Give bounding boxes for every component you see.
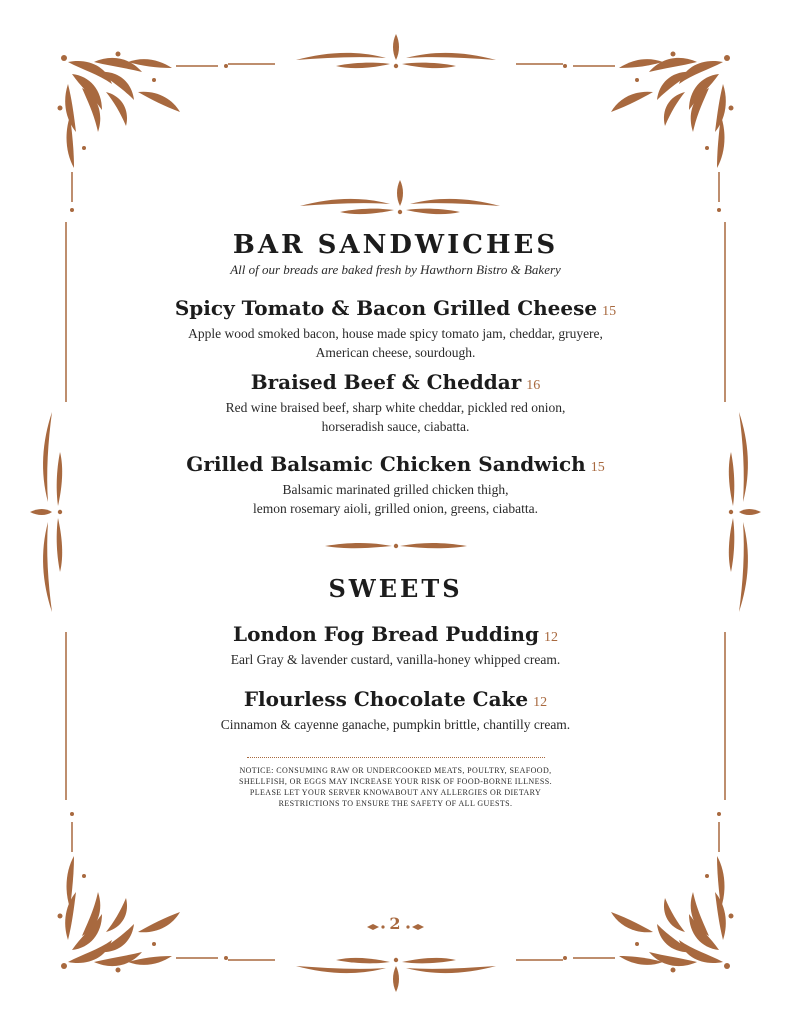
item-price: 16	[526, 378, 541, 393]
description-line: Apple wood smoked bacon, house made spicy tomato jam, cheddar, gruyere,	[188, 326, 603, 341]
description-line: Cinnamon & cayenne ganache, pumpkin brittle, chantilly cream.	[220, 717, 571, 732]
menu-item-description	[0, 715, 791, 734]
description-line: Earl Gray & lavender custard, vanilla-honey whipped cream.	[230, 652, 561, 667]
menu-item-name	[0, 452, 791, 476]
notice-line: SHELLFISH, OR EGGS MAY INCREASE YOUR RISK OF FOOD-BORNE ILLNESS.	[239, 777, 552, 786]
menu-item-description	[0, 398, 791, 436]
page-number: 2	[389, 914, 401, 933]
notice-divider	[247, 757, 545, 758]
description-line: Balsamic marinated grilled chicken thigh,	[282, 482, 509, 497]
notice-line: PLEASE LET YOUR SERVER KNOWABOUT ANY ALLERGIES OR DIETARY	[249, 788, 542, 797]
description-line: horseradish sauce, ciabatta.	[321, 419, 470, 434]
notice-line: NOTICE: CONSUMING RAW OR UNDERCOOKED MEATS, POULTRY, SEAFOOD,	[239, 766, 552, 775]
item-price: 15	[590, 460, 605, 475]
item-price: 15	[602, 304, 617, 319]
section-title-sweets: SWEETS	[328, 574, 463, 603]
menu-item-name	[0, 370, 791, 394]
menu-item-description	[0, 650, 791, 669]
item-title: Flourless Chocolate Cake	[243, 687, 529, 711]
menu-item-name	[0, 296, 791, 320]
section-subtitle: All of our breads are baked fresh by Hawthorn Bistro & Bakery	[230, 262, 561, 277]
description-line: Red wine braised beef, sharp white cheddar, pickled red onion,	[225, 400, 566, 415]
menu-item-description	[0, 324, 791, 362]
menu-item-name	[0, 622, 791, 646]
description-line: lemon rosemary aioli, grilled onion, greens, ciabatta.	[253, 501, 538, 516]
notice-line: RESTRICTIONS TO ENSURE THE SAFETY OF ALL GUESTS.	[278, 799, 513, 808]
menu-item-description	[0, 480, 791, 518]
allergy-notice	[233, 765, 558, 809]
item-price: 12	[543, 630, 558, 645]
description-line: American cheese, sourdough.	[315, 345, 476, 360]
item-title: London Fog Bread Pudding	[233, 622, 539, 646]
item-price: 12	[533, 695, 548, 710]
item-title: Braised Beef & Cheddar	[250, 370, 522, 394]
section-title-bar-sandwiches: BAR SANDWICHES	[232, 230, 559, 260]
item-title: Grilled Balsamic Chicken Sandwich	[186, 452, 586, 476]
item-title: Spicy Tomato & Bacon Grilled Cheese	[174, 296, 598, 320]
menu-item-name	[0, 687, 791, 711]
